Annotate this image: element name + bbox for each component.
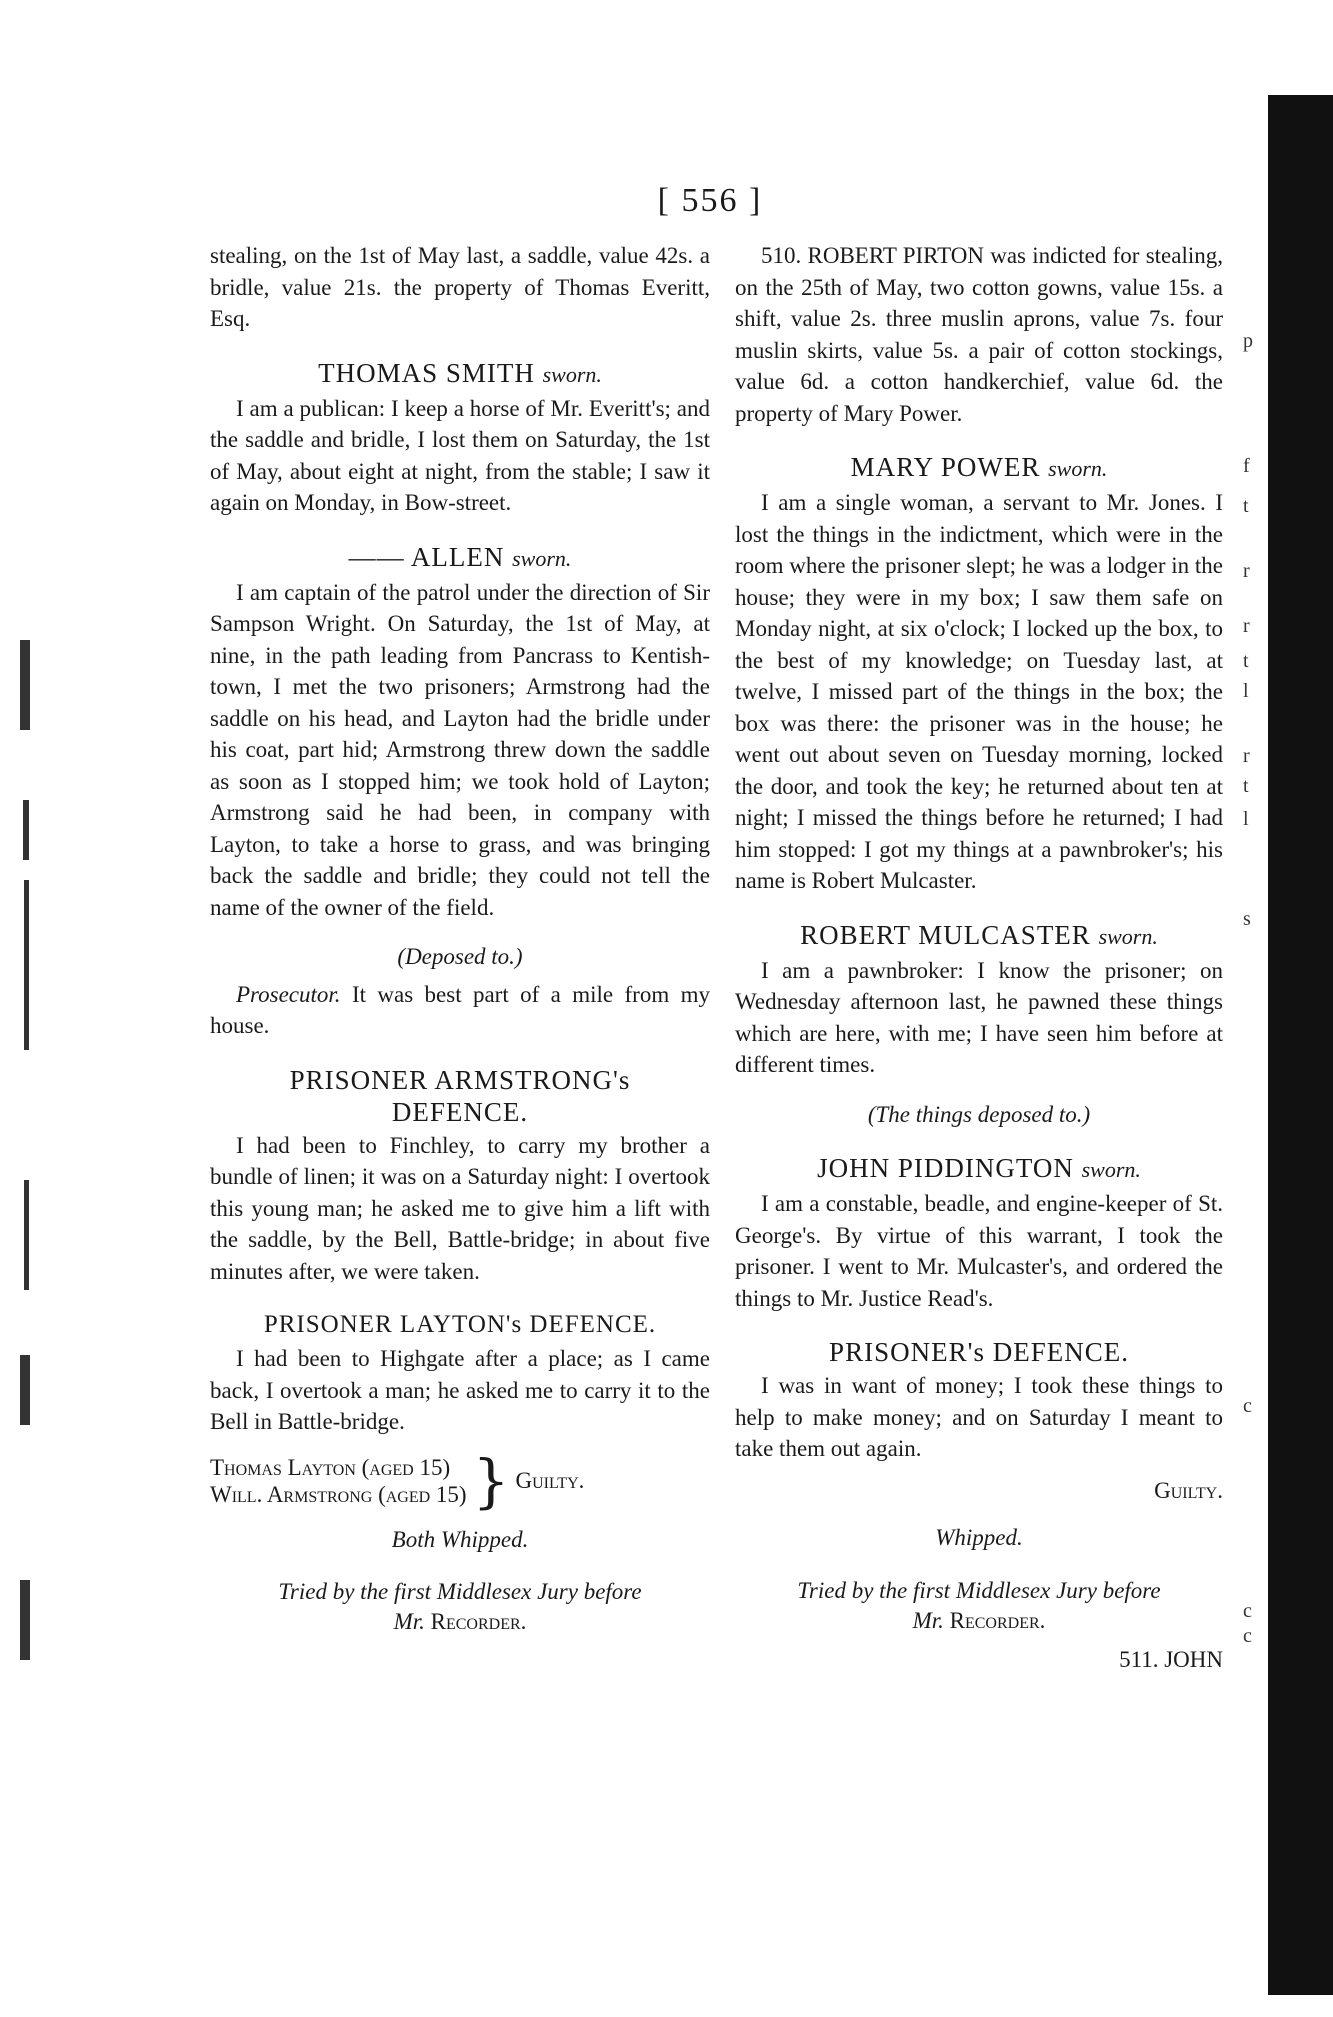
case-continuation: stealing, on the 1st of May last, a saddle, value 42s. a bridle, value 21s. the property of Thomas Everitt, Esq. <box>210 243 710 331</box>
witness-name: MARY POWER <box>850 452 1041 482</box>
sworn-label: sworn. <box>512 545 572 571</box>
judge-name: Recorder. <box>949 1607 1046 1633</box>
left-margin-bleed <box>23 800 29 860</box>
defence-heading-line-1: PRISONER ARMSTRONG's <box>289 1064 631 1095</box>
right-column <box>735 240 1223 1675</box>
tried-by-judge <box>735 1606 1223 1636</box>
defendant-list <box>210 1454 467 1508</box>
right-margin-bleed-text: t <box>1243 495 1249 517</box>
testimony-mulcaster: I am a pawnbroker: I know the prisoner; on Wednesday afternoon last, he pawned these things which are here, with me; I have seen him before at different times. <box>735 957 1223 1077</box>
verdict-block <box>210 1446 710 1515</box>
witness-heading-allen <box>210 541 710 575</box>
right-margin-bleed-text: l <box>1243 680 1249 702</box>
witness-heading-power <box>735 451 1223 485</box>
testimony-piddington: I am a constable, beadle, and engine-keeper of St. George's. By virtue of this warrant, I took the prisoner. I went to Mr. Mulcaster's, and ordered the things to Mr. Justice Read's. <box>735 1191 1223 1311</box>
witness-name: THOMAS SMITH <box>318 357 535 388</box>
left-margin-bleed <box>24 1180 29 1290</box>
defence-heading-armstrong <box>210 1064 710 1128</box>
right-margin-bleed-text: r <box>1243 615 1250 637</box>
verdict-label: Guilty. <box>515 1467 585 1493</box>
defence-prisoner: I was in want of money; I took these things to help to make money; and on Saturday I meant to take them out again. <box>735 1373 1223 1461</box>
right-margin-bleed-text: t <box>1243 775 1249 797</box>
verdict-label: Guilty. <box>1154 1477 1223 1503</box>
witness-heading-piddington <box>735 1152 1223 1186</box>
tried-by <box>210 1577 710 1637</box>
defence-heading-line-2: DEFENCE. <box>391 1096 529 1127</box>
right-margin-bleed-text: t <box>1243 650 1249 672</box>
defence-layton: I had been to Highgate after a place; as I came back, I overtook a man; he asked me to carry it to the Bell in Battle-bridge. <box>210 1346 710 1434</box>
defendant-name: Thomas Layton (aged 15) <box>210 1454 451 1480</box>
witness-name: JOHN PIDDINGTON <box>817 1153 1074 1183</box>
right-margin-bleed-text: r <box>1243 560 1250 582</box>
tried-by-line: Tried by the first Middlesex Jury before <box>797 1577 1161 1603</box>
testimony-smith: I am a publican: I keep a horse of Mr. Everitt's; and the saddle and bridle, I lost them on Saturday, the 1st of May, about eight at night, from the stable; I saw it again on Monday, in Bow-street. <box>210 395 710 515</box>
right-margin-bleed-text: s <box>1243 908 1251 930</box>
deposed-note: (The things deposed to.) <box>867 1101 1091 1127</box>
prosecutor-statement <box>210 979 710 1042</box>
defendant-name: Will. Armstrong (aged 15) <box>210 1481 467 1507</box>
right-margin-bleed-text: p <box>1243 330 1253 352</box>
tried-by <box>735 1576 1223 1636</box>
deposed-note: (Deposed to.) <box>397 944 523 969</box>
left-column <box>210 240 710 1637</box>
testimony-power: I am a single woman, a servant to Mr. Jones. I lost the things in the indictment, which were in the room where the prisoner slept; he was a lodger in the house; they were in my box; I saw them safe on Monday night, at six o'clock; I locked up the box, to the best of my knowledge; on Tuesday last, at twelve, I missed part of the things in the box; the box was there: the prisoner was in the house; he went out about seven on Tuesday morning, locked the door, and took the key; he returned about ten at night; I missed the things before he returned; I had him stopped: I got my things at a pawnbroker's; his name is Robert Mulcaster. <box>735 490 1223 893</box>
tried-by-judge <box>210 1607 710 1637</box>
left-margin-bleed <box>20 1580 30 1660</box>
scan-edge-shadow <box>1268 95 1333 1995</box>
sentence: Both Whipped. <box>391 1526 529 1552</box>
right-margin-bleed-text: c <box>1243 1625 1252 1647</box>
tried-by-line: Tried by the first Middlesex Jury before <box>278 1579 642 1604</box>
testimony-allen: I am captain of the patrol under the direction of Sir Sampson Wright. On Saturday, the 1st of May, at nine, in the path leading from Pancrass to Kentish-town, I met the two prisoners; Armstrong had the saddle on his head, and Layton had the bridle under his coat, part hid; Armstrong threw down the saddle as soon as I stopped him; we took hold of Layton; Armstrong said he had been, in company with Layton, to take a horse to grass, and was bringing back the saddle and bridle; they could not tell the name of the owner of the field. <box>210 579 710 920</box>
left-margin-bleed <box>20 640 30 730</box>
sworn-label: sworn. <box>1098 923 1158 949</box>
defence-heading-layton: PRISONER LAYTON's DEFENCE. <box>263 1311 657 1338</box>
page-number: [ 556 ] <box>657 182 763 219</box>
left-margin-bleed <box>24 880 29 1050</box>
judge-title: Mr. <box>393 1609 431 1634</box>
sworn-label: sworn. <box>1081 1157 1141 1182</box>
witness-heading-smith <box>210 357 710 391</box>
defence-armstrong: I had been to Finchley, to carry my brother a bundle of linen; it was on a Saturday night: I overtook this young man; he asked me to give him a lift with the saddle, by the Bell, Battle-bridge; in about five minutes after, we were taken. <box>210 1132 710 1284</box>
witness-heading-mulcaster <box>735 919 1223 953</box>
left-margin-bleed <box>20 1355 30 1425</box>
catchword: 511. JOHN <box>1119 1646 1223 1672</box>
sworn-label: sworn. <box>1048 456 1108 481</box>
brace-glyph: } <box>472 1446 510 1515</box>
witness-name: —— ALLEN <box>348 541 505 572</box>
sentence: Whipped. <box>935 1525 1023 1550</box>
judge-title: Mr. <box>912 1607 950 1633</box>
right-margin-bleed-text: c <box>1243 1395 1252 1417</box>
right-margin-bleed-text: l <box>1243 808 1249 830</box>
defence-heading-prisoner: PRISONER's DEFENCE. <box>829 1337 1129 1367</box>
judge-name: Recorder. <box>430 1609 527 1634</box>
prosecutor-label: Prosecutor. <box>236 981 341 1007</box>
sworn-label: sworn. <box>542 361 602 387</box>
right-margin-bleed-text: r <box>1243 745 1250 767</box>
prosecutor-text: It was best part of a mile from my house. <box>210 981 710 1038</box>
case-indictment: 510. ROBERT PIRTON was indicted for stealing, on the 25th of May, two cotton gowns, value 15s. a shift, value 2s. three muslin aprons, value 7s. four muslin skirts, value 5s. a pair of cotton stockings, value 6d. a cotton handkerchief, value 6d. the property of Mary Power. <box>735 243 1223 426</box>
witness-name: ROBERT MULCASTER <box>800 919 1091 950</box>
right-margin-bleed-text: c <box>1243 1600 1252 1622</box>
right-margin-bleed-text: f <box>1243 455 1250 477</box>
